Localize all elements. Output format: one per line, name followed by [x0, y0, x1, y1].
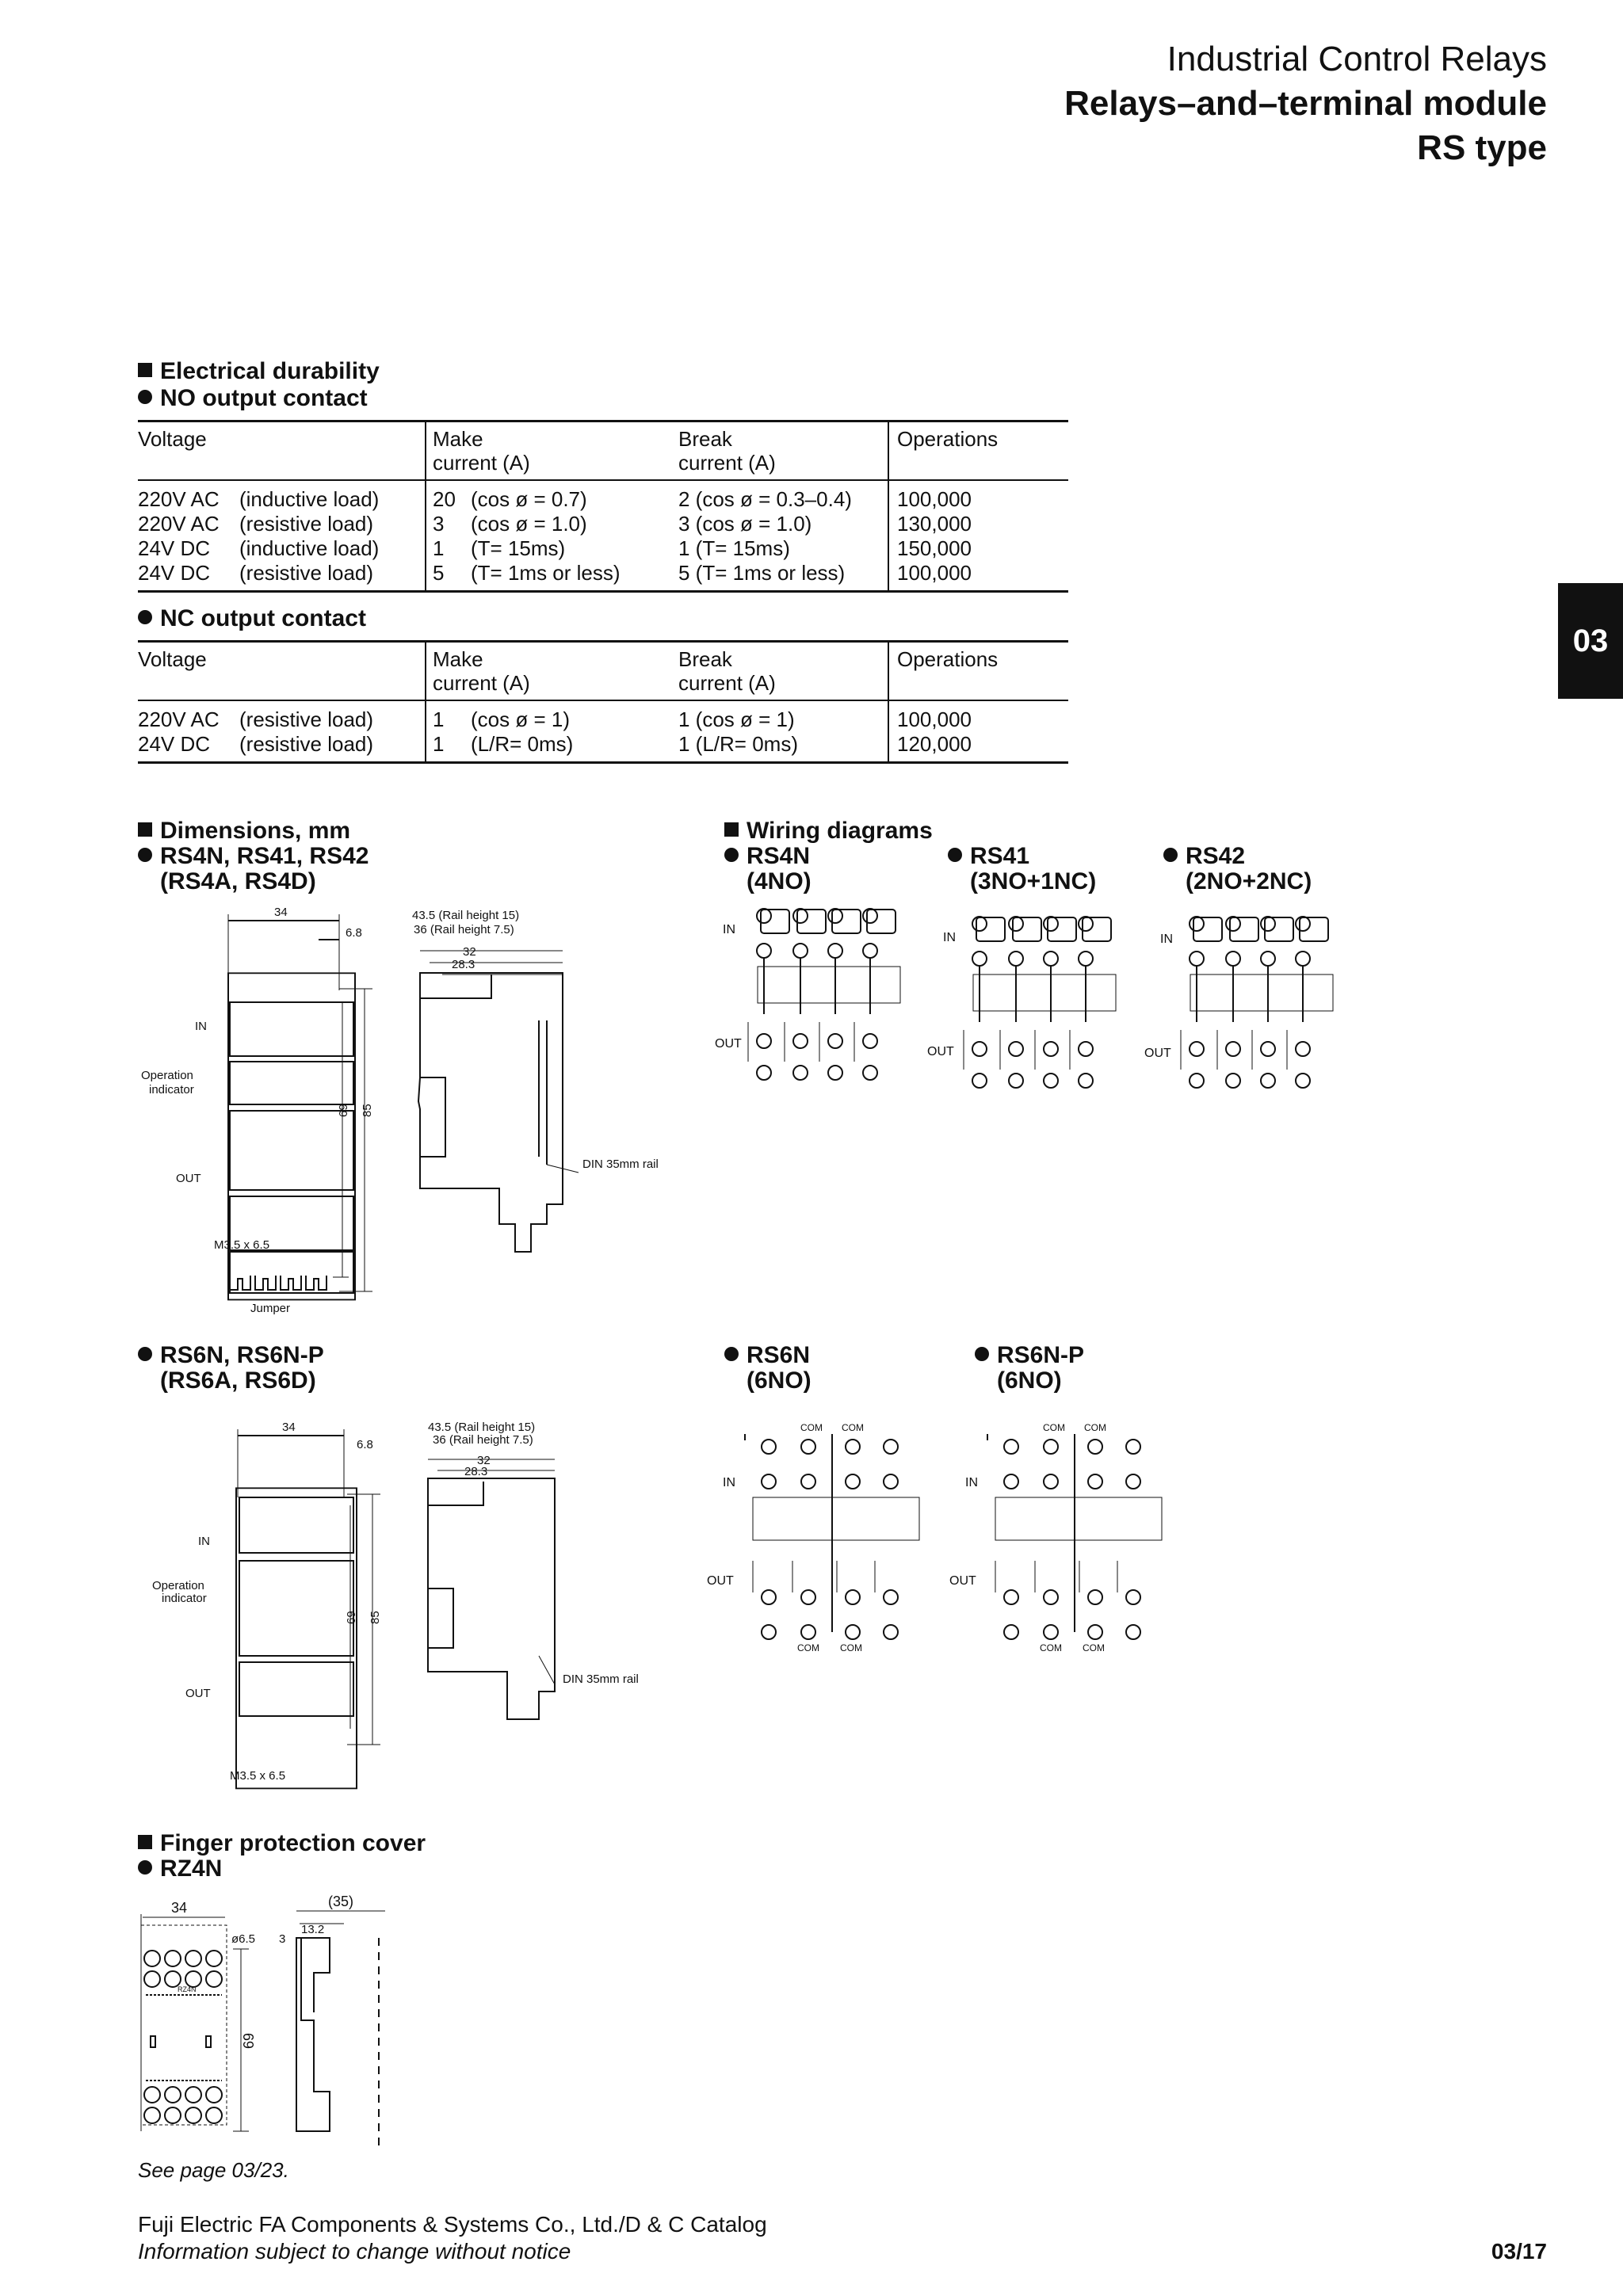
svg-text:COM: COM [1040, 1642, 1062, 1653]
svg-text:COM: COM [800, 1422, 823, 1433]
svg-text:COM: COM [840, 1642, 862, 1653]
svg-text:28.3: 28.3 [452, 958, 475, 971]
svg-text:DIN 35mm rail: DIN 35mm rail [582, 1158, 659, 1171]
svg-text:COM: COM [797, 1642, 819, 1653]
col-break-unit: current (A) [678, 451, 776, 475]
dimension-drawing-rs6n [143, 1418, 666, 1791]
svg-text:IN: IN [1160, 933, 1173, 946]
svg-text:34: 34 [282, 1421, 296, 1434]
svg-text:Jumper: Jumper [250, 1302, 291, 1315]
svg-text:IN: IN [943, 931, 956, 944]
svg-text:M3.5 x 6.5: M3.5 x 6.5 [230, 1769, 286, 1783]
svg-text:COM: COM [1043, 1422, 1065, 1433]
dimensions-heading: Dimensions, mm [138, 818, 350, 845]
svg-text:indicator: indicator [149, 1083, 194, 1097]
cover-drawing-rz4n [138, 1894, 407, 2155]
rz4n-outline-drawing [138, 1894, 407, 2155]
nc-contact-heading: NC output contact [138, 605, 366, 632]
svg-text:69: 69 [345, 1611, 358, 1624]
svg-text:Operation: Operation [141, 1069, 193, 1082]
wiring-rs42-title: RS42 [1163, 843, 1245, 870]
wiring-heading: Wiring diagrams [724, 818, 933, 845]
svg-text:28.3: 28.3 [464, 1465, 488, 1478]
svg-text:OUT: OUT [1144, 1047, 1171, 1060]
svg-text:6.8: 6.8 [346, 926, 362, 940]
wiring-rs41-sub: (3NO+1NC) [970, 868, 1097, 894]
col-make: Make [433, 427, 483, 451]
dim1-models-alt: (RS4A, RS4D) [160, 868, 316, 894]
header-subtitle: RS type [1417, 128, 1547, 167]
rs6n-outline-drawing [143, 1418, 666, 1791]
table-row: 220V AC (resistive load) 1 (cos ø = 1) 1 (cos ø = 1) 100,000 [138, 707, 972, 731]
rz4n-title: RZ4N [138, 1855, 222, 1882]
svg-text:43.5 (Rail height 15): 43.5 (Rail height 15) [412, 909, 520, 922]
svg-text:IN: IN [965, 1476, 978, 1489]
svg-text:43.5 (Rail height 15): 43.5 (Rail height 15) [428, 1421, 536, 1434]
wiring-rs6n-title: RS6N [724, 1342, 810, 1369]
dim2-models: RS6N, RS6N-P [138, 1342, 324, 1369]
table-row: 220V AC (resistive load) 3 (cos ø = 1.0) 3 (cos ø = 1.0) 130,000 [138, 512, 972, 536]
dim2-models-alt: (RS6A, RS6D) [160, 1367, 316, 1394]
rs4n-outline-drawing [135, 903, 666, 1315]
svg-text:3: 3 [279, 1932, 286, 1946]
svg-text:IN: IN [723, 1476, 735, 1489]
svg-text:85: 85 [361, 1104, 374, 1117]
wiring-rs41-title: RS41 [948, 843, 1029, 870]
wiring-rs4n-title: RS4N [724, 843, 810, 870]
svg-text:OUT: OUT [176, 1172, 201, 1185]
svg-text:34: 34 [274, 906, 288, 919]
svg-text:(35): (35) [328, 1894, 354, 1909]
svg-text:69: 69 [241, 2032, 257, 2049]
header-title: Relays–and–terminal module [1064, 84, 1547, 123]
svg-text:6.8: 6.8 [357, 1438, 373, 1451]
wiring-rs6np-sub: (6NO) [997, 1367, 1062, 1394]
footer-notice: Information subject to change without notice [138, 2239, 571, 2264]
no-contact-table [138, 420, 1068, 593]
svg-text:OUT: OUT [927, 1045, 954, 1058]
wiring-6pole-drawing [697, 1418, 1189, 1656]
svg-text:RZ4N: RZ4N [178, 1985, 197, 1993]
wiring-diagrams-4pole [713, 903, 1411, 1093]
svg-text:DIN 35mm rail: DIN 35mm rail [563, 1672, 639, 1686]
svg-text:OUT: OUT [185, 1687, 211, 1700]
section-tab[interactable]: 03 [1558, 583, 1623, 699]
svg-text:ø6.5: ø6.5 [231, 1932, 256, 1946]
table-row: 24V DC (resistive load) 1 (L/R= 0ms) 1 (L/R= 0ms) 120,000 [138, 732, 972, 756]
svg-text:COM: COM [1084, 1422, 1106, 1433]
svg-text:36 (Rail height 7.5): 36 (Rail height 7.5) [414, 923, 514, 936]
col-break: Break [678, 427, 732, 451]
table-header [138, 422, 1068, 481]
finger-cover-heading: Finger protection cover [138, 1830, 426, 1857]
svg-text:OUT: OUT [949, 1574, 976, 1588]
no-contact-heading: NO output contact [138, 385, 368, 412]
wiring-rs42-sub: (2NO+2NC) [1186, 868, 1312, 894]
wiring-rs4n-sub: (4NO) [747, 868, 812, 894]
table-row: 24V DC (inductive load) 1 (T= 15ms) 1 (T= 15ms) 150,000 [138, 536, 972, 560]
svg-text:COM: COM [1083, 1642, 1105, 1653]
svg-text:COM: COM [842, 1422, 864, 1433]
dimension-drawing-rs4n [135, 903, 666, 1315]
page-number: 03/17 [1491, 2239, 1547, 2264]
col-make-unit: current (A) [433, 451, 530, 475]
col-voltage: Voltage [138, 427, 207, 451]
see-page-note: See page 03/23. [138, 2158, 289, 2182]
svg-text:IN: IN [723, 923, 735, 936]
col-operations: Operations [897, 427, 999, 451]
svg-text:69: 69 [337, 1104, 350, 1117]
svg-text:M3.5 x 6.5: M3.5 x 6.5 [214, 1238, 270, 1252]
electrical-durability-heading: Electrical durability [138, 358, 380, 385]
wiring-rs6np-title: RS6N-P [975, 1342, 1084, 1369]
wiring-4pole-drawing [713, 903, 1411, 1093]
footer-company: Fuji Electric FA Components & Systems Co., Ltd./D & C Catalog [138, 2212, 767, 2237]
table-row: 24V DC (resistive load) 5 (T= 1ms or less) 5 (T= 1ms or less) 100,000 [138, 561, 972, 585]
svg-text:OUT: OUT [715, 1037, 742, 1051]
wiring-diagrams-6pole [697, 1418, 1189, 1656]
svg-text:85: 85 [369, 1611, 382, 1624]
svg-text:IN: IN [195, 1020, 207, 1033]
nc-contact-table [138, 640, 1068, 764]
wiring-rs6n-sub: (6NO) [747, 1367, 812, 1394]
header-category: Industrial Control Relays [1167, 40, 1547, 78]
svg-text:IN: IN [198, 1535, 210, 1548]
svg-text:32: 32 [463, 945, 476, 959]
table-row: 220V AC (inductive load) 20 (cos ø = 0.7) 2 (cos ø = 0.3–0.4) 100,000 [138, 487, 972, 511]
dim1-models: RS4N, RS41, RS42 [138, 843, 369, 870]
svg-text:13.2: 13.2 [301, 1923, 325, 1936]
svg-text:Operation: Operation [152, 1579, 204, 1592]
svg-text:32: 32 [477, 1454, 491, 1467]
svg-text:indicator: indicator [162, 1592, 207, 1605]
table-header: Voltage Make current (A) Break current (A) Operations [138, 643, 1068, 701]
svg-text:34: 34 [171, 1900, 188, 1916]
svg-text:36 (Rail height 7.5): 36 (Rail height 7.5) [433, 1433, 533, 1447]
svg-text:OUT: OUT [707, 1574, 734, 1588]
